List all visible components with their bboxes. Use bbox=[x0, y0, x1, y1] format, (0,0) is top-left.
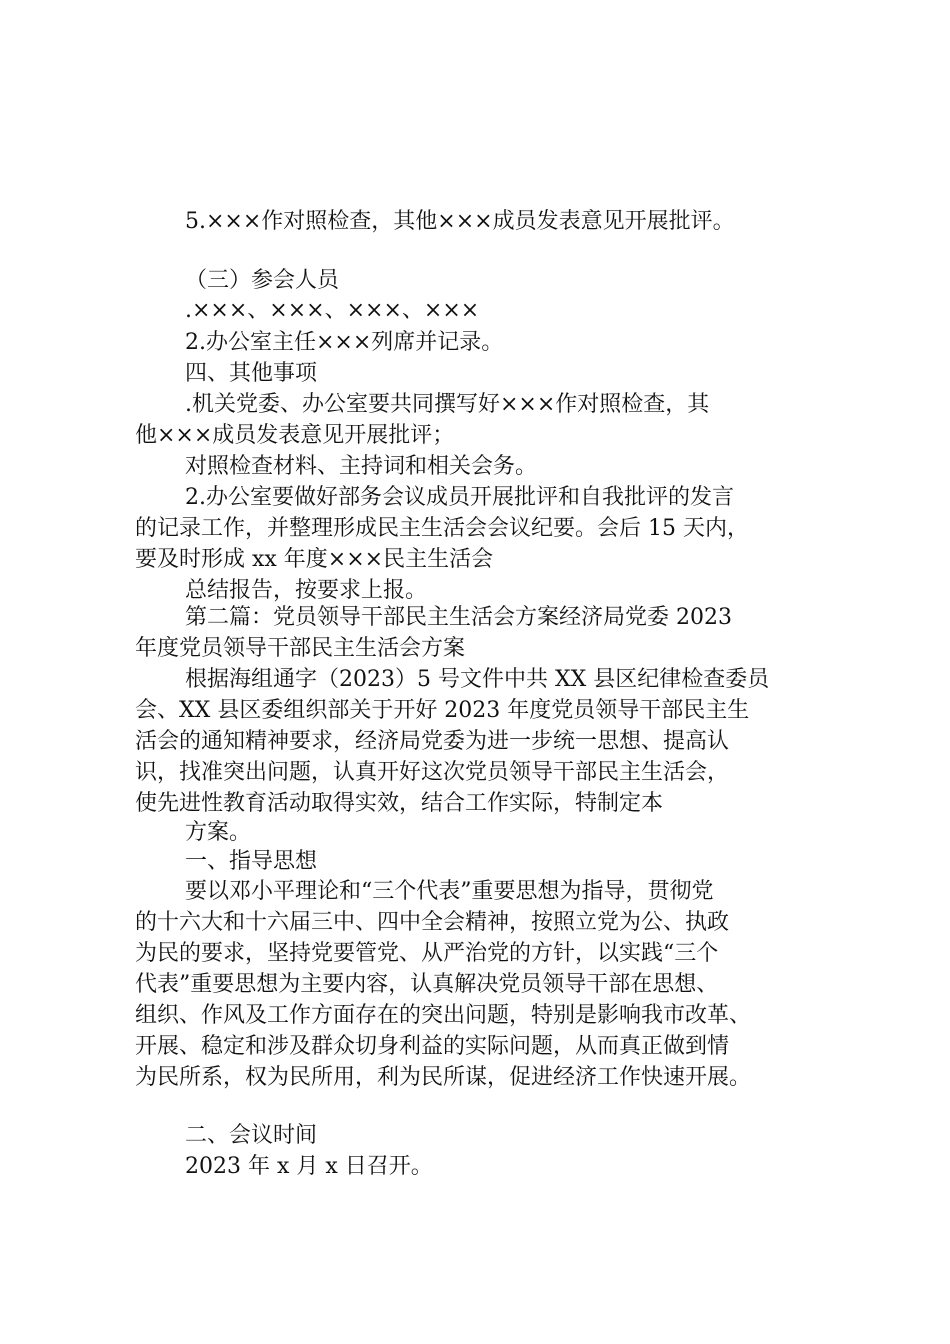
text-line: 要及时形成 xx 年度×××民主生活会 bbox=[135, 547, 494, 572]
section-heading: （三）参会人员 bbox=[185, 268, 340, 293]
text-line: 开展、稳定和涉及群众切身利益的实际问题，从而真正做到情 bbox=[135, 1034, 730, 1059]
text-line: 2023 年 x 月 x 日召开。 bbox=[185, 1154, 433, 1179]
text-line: 识，找准突出问题，认真开好这次党员领导干部民主生活会， bbox=[135, 760, 730, 785]
text-line: 为民的要求，坚持党要管党、从严治党的方针，以实践“三个 bbox=[135, 941, 719, 966]
text-line: 为民所系，权为民所用，利为民所谋，促进经济工作快速开展。 bbox=[135, 1065, 752, 1090]
text-line: 方案。 bbox=[185, 820, 252, 845]
text-line: 代表”重要思想为主要内容，认真解决党员领导干部在思想、 bbox=[135, 972, 719, 997]
chapter-title: 年度党员领导干部民主生活会方案 bbox=[135, 636, 466, 661]
text-line: 会、XX 县区委组织部关于开好 2023 年度党员领导干部民主生 bbox=[135, 698, 750, 723]
text-line: 根据海组通字（2023）5 号文件中共 XX 县区纪律检查委员 bbox=[185, 667, 770, 692]
text-line: 5.×××作对照检查，其他×××成员发表意见开展批评。 bbox=[185, 209, 735, 234]
section-heading: 四、其他事项 bbox=[185, 361, 318, 386]
text-line: 2.办公室要做好部务会议成员开展批评和自我批评的发言 bbox=[185, 485, 734, 510]
text-line: .机关党委、办公室要共同撰写好×××作对照检查，其 bbox=[185, 392, 710, 417]
text-line: 使先进性教育活动取得实效，结合工作实际，特制定本 bbox=[135, 791, 664, 816]
section-heading: 二、会议时间 bbox=[185, 1123, 318, 1148]
text-line: .×××、×××、×××、××× bbox=[185, 298, 480, 323]
text-line: 活会的通知精神要求，经济局党委为进一步统一思想、提高认 bbox=[135, 729, 730, 754]
text-line: 他×××成员发表意见开展批评； bbox=[135, 423, 455, 448]
text-line: 要以邓小平理论和“三个代表”重要思想为指导，贯彻党 bbox=[185, 879, 714, 904]
text-line: 总结报告，按要求上报。 bbox=[185, 578, 428, 603]
text-line: 组织、作风及工作方面存在的突出问题，特别是影响我市改革、 bbox=[135, 1003, 752, 1028]
text-line: 的记录工作，并整理形成民主生活会会议纪要。会后 15 天内， bbox=[135, 516, 749, 541]
chapter-title: 第二篇：党员领导干部民主生活会方案经济局党委 2023 bbox=[185, 605, 732, 630]
text-line: 对照检查材料、主持词和相关会务。 bbox=[185, 454, 538, 479]
section-heading: 一、指导思想 bbox=[185, 849, 318, 874]
text-line: 2.办公室主任×××列席并记录。 bbox=[185, 330, 504, 355]
text-line: 的十六大和十六届三中、四中全会精神，按照立党为公、执政 bbox=[135, 910, 730, 935]
